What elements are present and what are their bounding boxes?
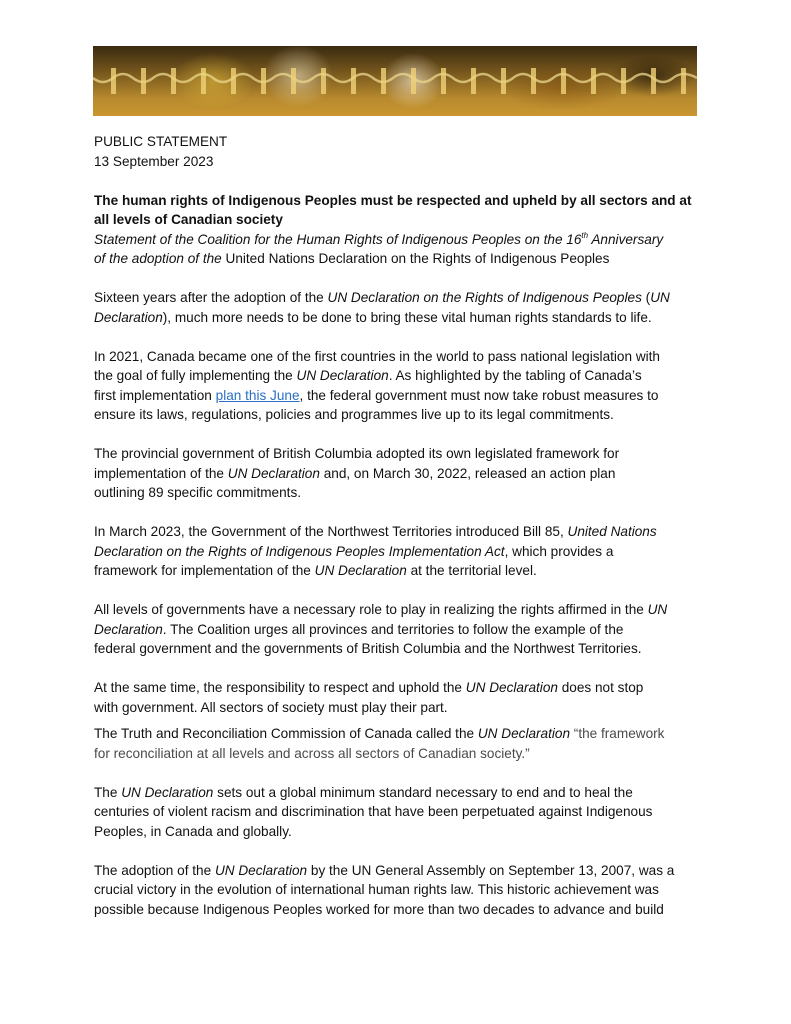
declaration-title: United Nations Declaration on the Rights of Indigenous Peoples xyxy=(221,251,610,266)
italic-title: UN Declaration xyxy=(296,368,389,383)
text: framework for implementation of the xyxy=(94,563,315,578)
paragraph-5-line-2 xyxy=(94,620,704,640)
text: at the territorial level. xyxy=(406,563,537,578)
paragraph-2-line-2 xyxy=(94,366,704,386)
italic-title: UN Declaration xyxy=(121,784,214,800)
paragraph-1-line-1 xyxy=(94,288,704,308)
paragraph-5-line-3: federal government and the governments of British Columbia and the Northwest Territories. xyxy=(94,641,642,656)
paragraph-2-line-1: In 2021, Canada became one of the first countries in the world to pass national legislation with xyxy=(94,348,660,364)
paragraph-7-line-1 xyxy=(94,724,704,744)
text: ( xyxy=(641,290,651,305)
subtitle-text: Statement of the Coalition for the Human Rights of Indigenous Peoples on the 16 xyxy=(94,231,582,247)
italic-title: UN Declaration xyxy=(227,465,320,481)
text: . As highlighted by the tabling of Canada’s xyxy=(388,368,642,383)
plan-this-june-link[interactable]: plan this June xyxy=(215,387,300,403)
text: In March 2023, the Government of the Northwest Territories introduced Bill 85, xyxy=(94,524,568,539)
subtitle-text: of the adoption of the xyxy=(94,251,222,266)
italic-title: Declaration xyxy=(94,621,163,637)
paragraph-8-line-1 xyxy=(94,783,704,803)
linked-figures-icon xyxy=(93,64,697,98)
italic-title: UN Declaration xyxy=(477,726,571,741)
italic-title: UN Declaration on the Rights of Indigenous Peoples xyxy=(327,290,642,305)
paragraph-9-line-2: crucial victory in the evolution of international human rights law. This historic achievement was xyxy=(94,882,659,897)
paragraph-7-line-2: for reconciliation at all levels and across all sectors of Canadian society.” xyxy=(94,745,530,761)
text: the goal of fully implementing the xyxy=(94,368,297,383)
paragraph-2-line-4: ensure its laws, regulations, policies and programmes live up to its legal commitments. xyxy=(94,407,614,422)
paragraph-2-line-3 xyxy=(94,386,704,406)
subtitle-text: Anniversary xyxy=(588,231,664,247)
paragraph-6-line-1 xyxy=(94,678,704,698)
text: At the same time, the responsibility to respect and uphold the xyxy=(94,680,466,695)
text: . The Coalition urges all provinces and territories to follow the example of the xyxy=(162,621,624,637)
text: does not stop xyxy=(557,680,644,695)
text: The xyxy=(94,784,122,800)
text: All levels of governments have a necessary role to play in realizing the rights affirmed in the xyxy=(94,602,648,617)
italic-title: UN Declaration xyxy=(465,680,558,695)
italic-title: United Nations xyxy=(567,524,657,539)
text: The Truth and Reconciliation Commission of Canada called the xyxy=(94,726,478,741)
paragraph-8-line-3: Peoples, in Canada and globally. xyxy=(94,823,292,839)
subtitle-line-1 xyxy=(94,230,704,250)
italic-title: UN Declaration xyxy=(314,563,407,578)
text: implementation of the xyxy=(94,465,228,481)
header-banner-image xyxy=(93,46,697,116)
quotation: “the framework xyxy=(570,726,665,741)
paragraph-9-line-3: possible because Indigenous Peoples worked for more than two decades to advance and build xyxy=(94,901,664,917)
text: , the federal government must now take robust measures to xyxy=(299,387,659,403)
text: The adoption of the xyxy=(94,862,215,878)
paragraph-4-line-3 xyxy=(94,561,704,581)
paragraph-4-line-2 xyxy=(94,542,704,562)
italic-title: Declaration on the Rights of Indigenous Peoples Implementation Act xyxy=(94,543,505,559)
italic-title: Declaration xyxy=(94,309,163,325)
text: first implementation xyxy=(94,387,216,403)
paragraph-4-line-1 xyxy=(94,522,704,542)
paragraph-6-line-2: with government. All sectors of society must play their part. xyxy=(94,699,448,715)
subtitle-line-2 xyxy=(94,249,704,269)
headline-line-1: The human rights of Indigenous Peoples must be respected and upheld by all sectors and at xyxy=(94,192,692,208)
paragraph-1-line-2 xyxy=(94,308,704,328)
statement-label: PUBLIC STATEMENT xyxy=(94,134,228,149)
text: sets out a global minimum standard necessary to end and to heal the xyxy=(213,784,633,800)
text: ), much more needs to be done to bring these vital human rights standards to life. xyxy=(162,309,652,325)
italic-title: UN xyxy=(647,602,668,617)
paragraph-3-line-1: The provincial government of British Columbia adopted its own legislated framework for xyxy=(94,446,620,461)
text: Sixteen years after the adoption of the xyxy=(94,290,328,305)
text: by the UN General Assembly on September 13, 2007, was a xyxy=(307,862,675,878)
headline-line-2: all levels of Canadian society xyxy=(94,212,283,227)
text: and, on March 30, 2022, released an action plan xyxy=(319,465,616,481)
statement-date: 13 September 2023 xyxy=(94,153,214,169)
paragraph-8-line-2: centuries of violent racism and discrimination that have been perpetuated against Indigenous xyxy=(94,804,653,819)
text: , which provides a xyxy=(504,543,614,559)
ordinal-suffix: th xyxy=(581,230,589,240)
paragraph-3-line-3: outlining 89 specific commitments. xyxy=(94,485,302,500)
paragraph-3-line-2 xyxy=(94,464,704,484)
italic-title: UN Declaration xyxy=(214,862,308,878)
paragraph-9-line-1 xyxy=(94,861,704,881)
italic-title: UN xyxy=(650,290,670,305)
paragraph-5-line-1 xyxy=(94,600,704,620)
